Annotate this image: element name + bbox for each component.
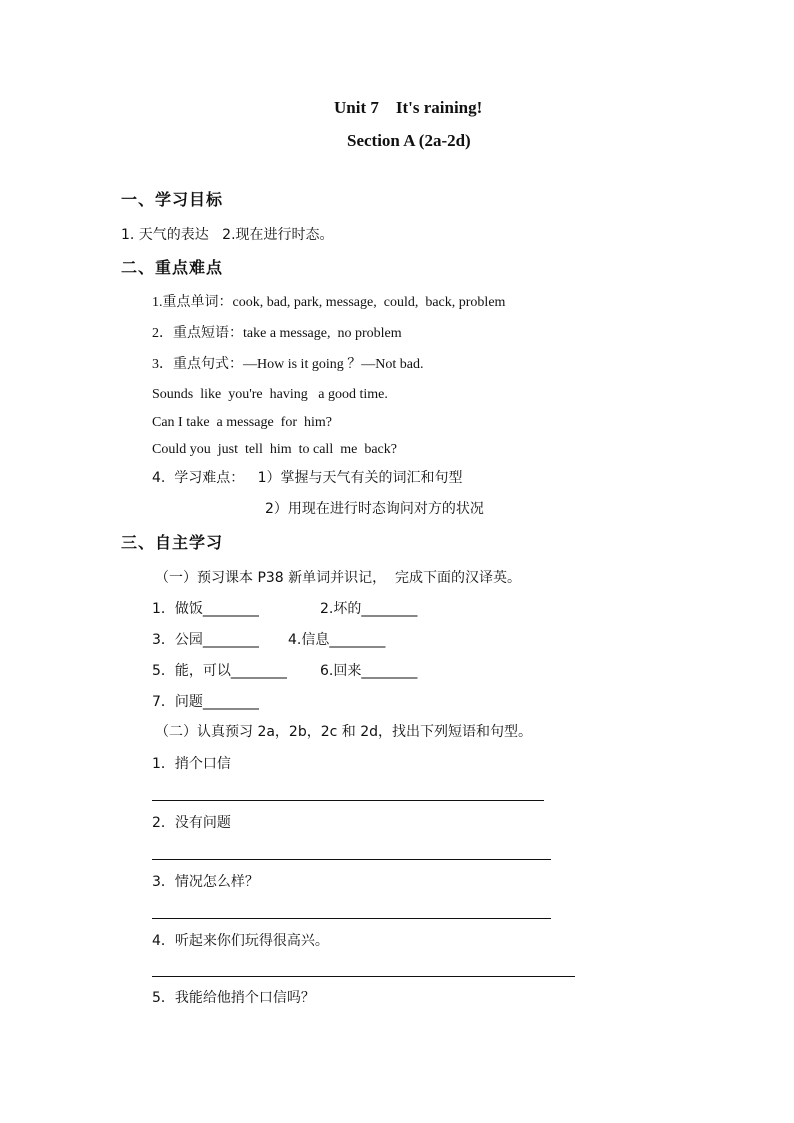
vocab-item xyxy=(152,602,259,616)
vocab-blank[interactable]: ________ xyxy=(230,663,287,679)
translation-item: 4．听起来你们玩得很高兴。 xyxy=(152,933,329,949)
answer-line[interactable] xyxy=(152,800,544,801)
vocab-item xyxy=(152,633,259,647)
answer-line[interactable] xyxy=(152,859,551,860)
vocab-blank[interactable]: ________ xyxy=(202,694,259,710)
section2-heading: 二、重点难点 xyxy=(121,258,224,277)
vocab-label: 1．做饭 xyxy=(152,601,203,617)
part1-intro: （一）预习课本 P38 新单词并识记， 完成下面的汉译英。 xyxy=(155,570,522,586)
section3-heading: 三、自主学习 xyxy=(121,533,224,552)
part2-intro: （二）认真预习 2a，2b，2c 和 2d，找出下列短语和句型。 xyxy=(155,724,533,740)
vocab-label: 2.坏的 xyxy=(320,601,362,617)
answer-line[interactable] xyxy=(152,976,575,977)
difficulty-1: 4. 学习难点： 1）掌握与天气有关的词汇和句型 xyxy=(152,470,463,486)
key-phrases: 2．重点短语：take a message, no problem xyxy=(152,326,402,341)
vocab-item xyxy=(152,695,259,709)
translation-item: 5．我能给他捎个口信吗？ xyxy=(152,990,315,1006)
vocab-label: 4.信息 xyxy=(288,632,330,648)
vocab-blank[interactable]: ________ xyxy=(361,601,418,617)
translation-item: 2．没有问题 xyxy=(152,815,231,831)
vocab-label: 6.回来 xyxy=(320,663,362,679)
vocab-blank[interactable]: ________ xyxy=(202,632,259,648)
translation-item: 3．情况怎么样？ xyxy=(152,874,259,890)
vocab-item xyxy=(152,664,287,678)
vocab-label: 7．问题 xyxy=(152,694,203,710)
sentence-3: Could you just tell him to call me back? xyxy=(152,442,397,457)
vocab-item xyxy=(288,633,385,647)
section1-content: 1. 天气的表达 2.现在进行时态。 xyxy=(121,227,334,243)
vocab-label: 5．能，可以 xyxy=(152,663,231,679)
translation-item: 1．捎个口信 xyxy=(152,756,231,772)
unit-title: Unit 7 It's raining! xyxy=(334,98,483,117)
vocab-blank[interactable]: ________ xyxy=(202,601,259,617)
vocab-blank[interactable]: ________ xyxy=(361,663,418,679)
section-title: Section A (2a-2d) xyxy=(347,131,471,150)
vocab-blank[interactable]: ________ xyxy=(329,632,386,648)
vocab-item xyxy=(320,602,417,616)
answer-line[interactable] xyxy=(152,918,551,919)
key-sentences-label: 3．重点句式：—How is it going ？—Not bad. xyxy=(152,357,424,372)
key-words: 1.重点单词：cook, bad, park, message, could, back, problem xyxy=(152,295,506,310)
sentence-1: Sounds like you're having a good time. xyxy=(152,387,388,402)
vocab-item xyxy=(320,664,417,678)
sentence-2: Can I take a message for him? xyxy=(152,415,332,430)
difficulty-2: 2）用现在进行时态询问对方的状况 xyxy=(265,501,484,517)
vocab-label: 3．公园 xyxy=(152,632,203,648)
section1-heading: 一、学习目标 xyxy=(121,190,224,209)
